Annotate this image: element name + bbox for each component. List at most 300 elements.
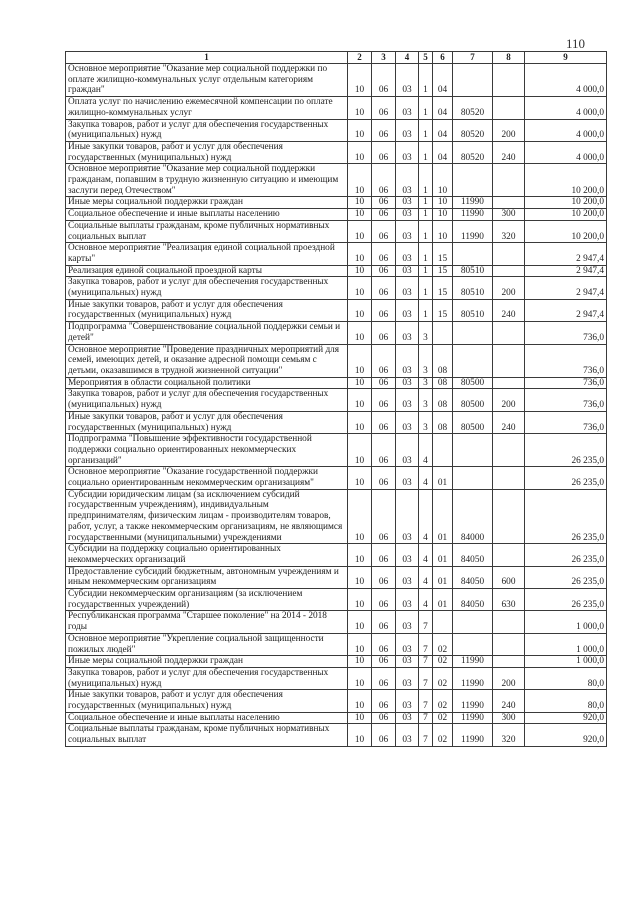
amount: 2 947,4 <box>525 299 607 321</box>
row-name: Социальное обеспечение и иные выплаты населению <box>66 209 348 221</box>
col-header: 5 <box>419 52 433 64</box>
direction-code: 84050 <box>453 566 493 588</box>
subsection-code: 06 <box>372 611 396 633</box>
direction-code: 80510 <box>453 299 493 321</box>
amount: 26 235,0 <box>525 566 607 588</box>
amount: 26 235,0 <box>525 589 607 611</box>
table-row <box>66 243 607 265</box>
amount: 1 000,0 <box>525 611 607 633</box>
subprogram-code: 1 <box>419 197 433 209</box>
table-row <box>66 712 607 724</box>
row-name: Иные закупки товаров, работ и услуг для обеспечения государственных (муниципальных) нужд <box>66 299 348 321</box>
direction-code: 80500 <box>453 377 493 389</box>
amount: 736,0 <box>525 377 607 389</box>
program-code: 03 <box>396 467 419 489</box>
amount: 4 000,0 <box>525 64 607 97</box>
subprogram-code: 3 <box>419 377 433 389</box>
subprogram-code: 1 <box>419 220 433 242</box>
section-code: 10 <box>348 633 372 655</box>
direction-code: 80500 <box>453 389 493 411</box>
amount: 1 000,0 <box>525 656 607 668</box>
table-row <box>66 322 607 344</box>
section-code: 10 <box>348 265 372 277</box>
program-code: 03 <box>396 656 419 668</box>
direction-code: 80500 <box>453 411 493 433</box>
subsection-code: 06 <box>372 243 396 265</box>
event-code: 01 <box>433 566 453 588</box>
col-header: 2 <box>348 52 372 64</box>
table-row <box>66 389 607 411</box>
row-name: Основное мероприятие "Оказание государственной поддержки социально ориентированным некоммерческим организациям" <box>66 467 348 489</box>
expense-type-code: 240 <box>493 690 525 712</box>
row-name: Реализация единой социальной проездной карты <box>66 265 348 277</box>
amount: 2 947,4 <box>525 265 607 277</box>
expense-type-code: 200 <box>493 277 525 299</box>
subsection-code: 06 <box>372 667 396 689</box>
row-name: Субсидии на поддержку социально ориентированных некоммерческих организаций <box>66 544 348 566</box>
table-row <box>66 344 607 377</box>
table-row <box>66 667 607 689</box>
direction-code: 84050 <box>453 589 493 611</box>
subsection-code: 06 <box>372 489 396 544</box>
section-code: 10 <box>348 209 372 221</box>
subsection-code: 06 <box>372 467 396 489</box>
amount: 920,0 <box>525 712 607 724</box>
subsection-code: 06 <box>372 209 396 221</box>
row-name: Основное мероприятие "Укрепление социальной защищенности пожилых людей" <box>66 633 348 655</box>
subsection-code: 06 <box>372 220 396 242</box>
table-row <box>66 434 607 467</box>
subsection-code: 06 <box>372 544 396 566</box>
event-code: 01 <box>433 467 453 489</box>
subsection-code: 06 <box>372 724 396 746</box>
row-name: Социальное обеспечение и иные выплаты населению <box>66 712 348 724</box>
direction-code: 80510 <box>453 277 493 299</box>
section-code: 10 <box>348 544 372 566</box>
row-name: Субсидии юридическим лицам (за исключением субсидий государственным учреждениям), индивидуальным предпринимателям, физическим лицам - производителям товаров, работ, услуг, а также некоммерческим организациям, не являющимся государственными (муниципальными) учреждениями <box>66 489 348 544</box>
subprogram-code: 1 <box>419 299 433 321</box>
subsection-code: 06 <box>372 566 396 588</box>
program-code: 03 <box>396 724 419 746</box>
expense-type-code: 240 <box>493 411 525 433</box>
section-code: 10 <box>348 322 372 344</box>
col-header: 8 <box>493 52 525 64</box>
expense-type-code <box>493 434 525 467</box>
event-code: 02 <box>433 656 453 668</box>
subprogram-code: 4 <box>419 434 433 467</box>
direction-code: 11990 <box>453 209 493 221</box>
row-name: Подпрограмма "Повышение эффективности государственной поддержки социально ориентированных некоммерческих организаций" <box>66 434 348 467</box>
event-code: 01 <box>433 489 453 544</box>
amount: 10 200,0 <box>525 209 607 221</box>
expense-type-code <box>493 467 525 489</box>
direction-code: 80520 <box>453 141 493 163</box>
expense-type-code: 200 <box>493 119 525 141</box>
subprogram-code: 3 <box>419 322 433 344</box>
subprogram-code: 7 <box>419 712 433 724</box>
table-row <box>66 589 607 611</box>
amount: 4 000,0 <box>525 141 607 163</box>
subprogram-code: 4 <box>419 489 433 544</box>
amount: 80,0 <box>525 667 607 689</box>
program-code: 03 <box>396 119 419 141</box>
subprogram-code: 4 <box>419 566 433 588</box>
subsection-code: 06 <box>372 411 396 433</box>
amount: 736,0 <box>525 389 607 411</box>
section-code: 10 <box>348 712 372 724</box>
expense-type-code <box>493 377 525 389</box>
amount: 736,0 <box>525 344 607 377</box>
event-code <box>433 434 453 467</box>
program-code: 03 <box>396 220 419 242</box>
program-code: 03 <box>396 277 419 299</box>
table-row <box>66 724 607 746</box>
subprogram-code: 7 <box>419 724 433 746</box>
amount: 2 947,4 <box>525 277 607 299</box>
program-code: 03 <box>396 489 419 544</box>
expense-type-code <box>493 322 525 344</box>
direction-code: 11990 <box>453 712 493 724</box>
section-code: 10 <box>348 656 372 668</box>
row-name: Основное мероприятие "Оказание мер социальной поддержки по оплате жилищно-коммунальных услуг отдельным категориям граждан" <box>66 64 348 97</box>
subprogram-code: 1 <box>419 265 433 277</box>
row-name: Основное мероприятие "Оказание мер социальной поддержки гражданам, попавшим в трудную жизненную ситуацию и имеющим заслуги перед Отечеством" <box>66 164 348 197</box>
subprogram-code: 1 <box>419 97 433 119</box>
subprogram-code: 1 <box>419 119 433 141</box>
table-row <box>66 377 607 389</box>
event-code: 08 <box>433 344 453 377</box>
expense-type-code: 300 <box>493 712 525 724</box>
section-code: 10 <box>348 299 372 321</box>
section-code: 10 <box>348 411 372 433</box>
event-code: 15 <box>433 277 453 299</box>
event-code: 02 <box>433 712 453 724</box>
row-name: Субсидии некоммерческим организациям (за исключением государственных учреждений) <box>66 589 348 611</box>
direction-code <box>453 243 493 265</box>
row-name: Закупка товаров, работ и услуг для обеспечения государственных (муниципальных) нужд <box>66 277 348 299</box>
subsection-code: 06 <box>372 633 396 655</box>
table-row <box>66 141 607 163</box>
direction-code: 11990 <box>453 667 493 689</box>
expense-type-code <box>493 64 525 97</box>
row-name: Республиканская программа "Старшее поколение" на 2014 - 2018 годы <box>66 611 348 633</box>
section-code: 10 <box>348 611 372 633</box>
section-code: 10 <box>348 119 372 141</box>
row-name: Социальные выплаты гражданам, кроме публичных нормативных социальных выплат <box>66 220 348 242</box>
amount: 1 000,0 <box>525 633 607 655</box>
amount: 10 200,0 <box>525 164 607 197</box>
expense-type-code <box>493 164 525 197</box>
expense-type-code: 300 <box>493 209 525 221</box>
table-header-row <box>66 52 607 64</box>
section-code: 10 <box>348 566 372 588</box>
col-header: 9 <box>525 52 607 64</box>
subprogram-code: 7 <box>419 633 433 655</box>
subsection-code: 06 <box>372 690 396 712</box>
row-name: Иные закупки товаров, работ и услуг для обеспечения государственных (муниципальных) нужд <box>66 141 348 163</box>
table-row <box>66 411 607 433</box>
event-code <box>433 322 453 344</box>
table-row <box>66 566 607 588</box>
event-code: 02 <box>433 667 453 689</box>
program-code: 03 <box>396 243 419 265</box>
section-code: 10 <box>348 667 372 689</box>
subprogram-code: 7 <box>419 656 433 668</box>
event-code: 15 <box>433 265 453 277</box>
direction-code <box>453 633 493 655</box>
col-header: 1 <box>66 52 348 64</box>
subprogram-code: 3 <box>419 389 433 411</box>
row-name: Основное мероприятие "Проведение праздничных мероприятий для семей, имеющих детей, и оказание адресной помощи семьям с детьми, оказавшимся в трудной жизненной ситуации" <box>66 344 348 377</box>
section-code: 10 <box>348 197 372 209</box>
col-header: 7 <box>453 52 493 64</box>
row-name: Иные меры социальной поддержки граждан <box>66 656 348 668</box>
subsection-code: 06 <box>372 164 396 197</box>
expense-type-code <box>493 243 525 265</box>
row-name: Иные закупки товаров, работ и услуг для обеспечения государственных (муниципальных) нужд <box>66 411 348 433</box>
program-code: 03 <box>396 322 419 344</box>
subsection-code: 06 <box>372 589 396 611</box>
event-code: 04 <box>433 97 453 119</box>
direction-code <box>453 344 493 377</box>
page-number: 110 <box>566 36 586 51</box>
direction-code <box>453 467 493 489</box>
row-name: Основное мероприятие "Реализация единой социальной проездной карты" <box>66 243 348 265</box>
subprogram-code: 4 <box>419 467 433 489</box>
expense-type-code <box>493 611 525 633</box>
subsection-code: 06 <box>372 712 396 724</box>
subprogram-code: 1 <box>419 141 433 163</box>
row-name: Предоставление субсидий бюджетным, автономным учреждениям и иным некоммерческим организациям <box>66 566 348 588</box>
table-row <box>66 119 607 141</box>
row-name: Закупка товаров, работ и услуг для обеспечения государственных (муниципальных) нужд <box>66 667 348 689</box>
section-code: 10 <box>348 589 372 611</box>
direction-code <box>453 64 493 97</box>
subsection-code: 06 <box>372 377 396 389</box>
program-code: 03 <box>396 164 419 197</box>
section-code: 10 <box>348 277 372 299</box>
direction-code: 80510 <box>453 265 493 277</box>
col-header: 3 <box>372 52 396 64</box>
subprogram-code: 3 <box>419 344 433 377</box>
program-code: 03 <box>396 633 419 655</box>
event-code: 01 <box>433 544 453 566</box>
expense-type-code <box>493 344 525 377</box>
section-code: 10 <box>348 489 372 544</box>
subsection-code: 06 <box>372 141 396 163</box>
subprogram-code: 3 <box>419 411 433 433</box>
event-code: 10 <box>433 197 453 209</box>
table-row <box>66 299 607 321</box>
amount: 10 200,0 <box>525 220 607 242</box>
table-row <box>66 64 607 97</box>
event-code: 08 <box>433 411 453 433</box>
section-code: 10 <box>348 434 372 467</box>
event-code: 08 <box>433 389 453 411</box>
subprogram-code: 4 <box>419 544 433 566</box>
direction-code <box>453 434 493 467</box>
direction-code: 11990 <box>453 724 493 746</box>
amount: 4 000,0 <box>525 119 607 141</box>
subprogram-code: 1 <box>419 64 433 97</box>
amount: 920,0 <box>525 724 607 746</box>
expense-type-code <box>493 633 525 655</box>
col-header: 4 <box>396 52 419 64</box>
expense-type-code <box>493 656 525 668</box>
subprogram-code: 1 <box>419 164 433 197</box>
program-code: 03 <box>396 544 419 566</box>
subsection-code: 06 <box>372 277 396 299</box>
amount: 4 000,0 <box>525 97 607 119</box>
subsection-code: 06 <box>372 656 396 668</box>
expense-type-code: 320 <box>493 724 525 746</box>
event-code: 10 <box>433 209 453 221</box>
section-code: 10 <box>348 377 372 389</box>
amount: 2 947,4 <box>525 243 607 265</box>
program-code: 03 <box>396 141 419 163</box>
program-code: 03 <box>396 344 419 377</box>
expense-type-code <box>493 197 525 209</box>
program-code: 03 <box>396 265 419 277</box>
row-name: Оплата услуг по начислению ежемесячной компенсации по оплате жилищно-коммунальных услуг <box>66 97 348 119</box>
col-header: 6 <box>433 52 453 64</box>
event-code <box>433 611 453 633</box>
table-row <box>66 467 607 489</box>
row-name: Социальные выплаты гражданам, кроме публичных нормативных социальных выплат <box>66 724 348 746</box>
program-code: 03 <box>396 389 419 411</box>
row-name: Подпрограмма "Совершенствование социальной поддержки семьи и детей" <box>66 322 348 344</box>
program-code: 03 <box>396 411 419 433</box>
subsection-code: 06 <box>372 322 396 344</box>
program-code: 03 <box>396 209 419 221</box>
table-row <box>66 97 607 119</box>
event-code: 15 <box>433 299 453 321</box>
event-code: 01 <box>433 589 453 611</box>
direction-code <box>453 164 493 197</box>
subprogram-code: 7 <box>419 667 433 689</box>
program-code: 03 <box>396 197 419 209</box>
direction-code: 11990 <box>453 656 493 668</box>
expense-type-code: 320 <box>493 220 525 242</box>
event-code: 10 <box>433 164 453 197</box>
event-code: 04 <box>433 119 453 141</box>
direction-code: 80520 <box>453 97 493 119</box>
program-code: 03 <box>396 690 419 712</box>
amount: 26 235,0 <box>525 544 607 566</box>
program-code: 03 <box>396 566 419 588</box>
program-code: 03 <box>396 377 419 389</box>
subsection-code: 06 <box>372 64 396 97</box>
event-code: 15 <box>433 243 453 265</box>
direction-code: 80520 <box>453 119 493 141</box>
subprogram-code: 4 <box>419 589 433 611</box>
subsection-code: 06 <box>372 344 396 377</box>
row-name: Иные меры социальной поддержки граждан <box>66 197 348 209</box>
table-row <box>66 209 607 221</box>
subsection-code: 06 <box>372 389 396 411</box>
event-code: 08 <box>433 377 453 389</box>
expense-type-code: 200 <box>493 667 525 689</box>
table-row <box>66 489 607 544</box>
program-code: 03 <box>396 667 419 689</box>
amount: 80,0 <box>525 690 607 712</box>
expense-type-code: 240 <box>493 141 525 163</box>
section-code: 10 <box>348 141 372 163</box>
section-code: 10 <box>348 690 372 712</box>
section-code: 10 <box>348 97 372 119</box>
event-code: 02 <box>433 633 453 655</box>
subsection-code: 06 <box>372 299 396 321</box>
table-row <box>66 220 607 242</box>
table-row <box>66 633 607 655</box>
subsection-code: 06 <box>372 265 396 277</box>
subsection-code: 06 <box>372 197 396 209</box>
subsection-code: 06 <box>372 119 396 141</box>
subsection-code: 06 <box>372 434 396 467</box>
subprogram-code: 1 <box>419 277 433 299</box>
direction-code: 84000 <box>453 489 493 544</box>
program-code: 03 <box>396 299 419 321</box>
section-code: 10 <box>348 243 372 265</box>
direction-code <box>453 322 493 344</box>
program-code: 03 <box>396 97 419 119</box>
event-code: 10 <box>433 220 453 242</box>
amount: 10 200,0 <box>525 197 607 209</box>
section-code: 10 <box>348 164 372 197</box>
subprogram-code: 1 <box>419 209 433 221</box>
program-code: 03 <box>396 589 419 611</box>
table-row <box>66 656 607 668</box>
table-row <box>66 265 607 277</box>
subprogram-code: 7 <box>419 690 433 712</box>
direction-code: 84050 <box>453 544 493 566</box>
expense-type-code <box>493 97 525 119</box>
table-row <box>66 690 607 712</box>
direction-code: 11990 <box>453 197 493 209</box>
section-code: 10 <box>348 724 372 746</box>
amount: 26 235,0 <box>525 434 607 467</box>
expense-type-code: 200 <box>493 389 525 411</box>
expense-type-code: 630 <box>493 589 525 611</box>
event-code: 04 <box>433 64 453 97</box>
table-row <box>66 544 607 566</box>
row-name: Закупка товаров, работ и услуг для обеспечения государственных (муниципальных) нужд <box>66 389 348 411</box>
expense-type-code: 600 <box>493 566 525 588</box>
expense-type-code <box>493 265 525 277</box>
row-name: Мероприятия в области социальной политики <box>66 377 348 389</box>
table-row <box>66 611 607 633</box>
direction-code: 11990 <box>453 220 493 242</box>
expense-type-code <box>493 489 525 544</box>
table-row <box>66 164 607 197</box>
table-row <box>66 277 607 299</box>
event-code: 02 <box>433 724 453 746</box>
row-name: Иные закупки товаров, работ и услуг для обеспечения государственных (муниципальных) нужд <box>66 690 348 712</box>
amount: 736,0 <box>525 322 607 344</box>
subprogram-code: 7 <box>419 611 433 633</box>
expense-type-code <box>493 544 525 566</box>
program-code: 03 <box>396 611 419 633</box>
amount: 26 235,0 <box>525 489 607 544</box>
section-code: 10 <box>348 64 372 97</box>
direction-code <box>453 611 493 633</box>
subsection-code: 06 <box>372 97 396 119</box>
expense-type-code: 240 <box>493 299 525 321</box>
program-code: 03 <box>396 64 419 97</box>
section-code: 10 <box>348 389 372 411</box>
section-code: 10 <box>348 220 372 242</box>
direction-code: 11990 <box>453 690 493 712</box>
